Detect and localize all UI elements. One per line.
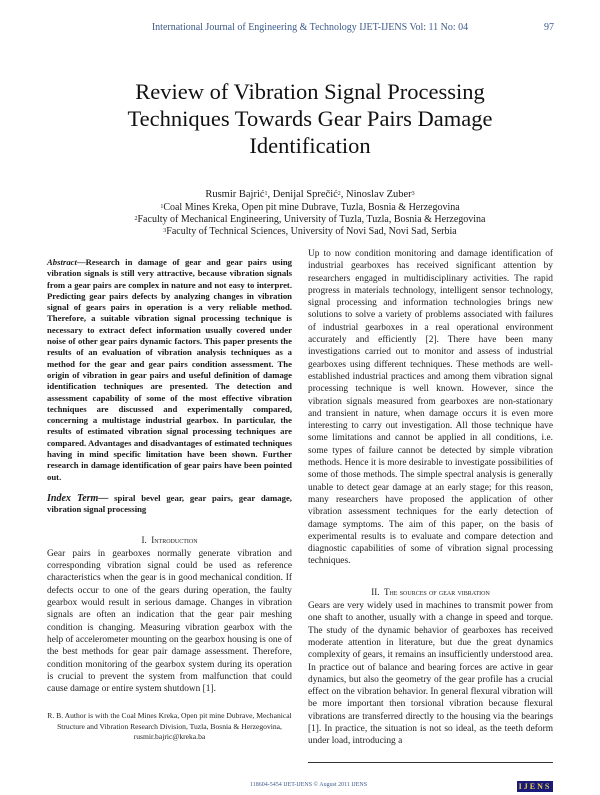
affiliation-sup: 2	[134, 216, 138, 222]
author-sup: 3	[411, 191, 415, 197]
affiliation	[60, 226, 560, 238]
author-footnote: R. B. Author is with the Coal Mines Kreka, Open pit mine Dubrave, Mechanical Structure and Vibration Research Division, Tuzla, Bosnia & Herzegovina, rusmir.bajric@kreka.ba	[47, 711, 292, 742]
footer-row	[47, 781, 553, 795]
affiliation	[60, 202, 560, 214]
author-sup: 1	[264, 191, 268, 197]
section-heading	[47, 534, 292, 546]
author-block	[60, 188, 560, 238]
abstract	[47, 257, 292, 483]
author: Denijal Sprečić	[272, 189, 338, 200]
author: Ninoslav Zuber	[346, 189, 412, 200]
index-terms-label: Index Term—	[47, 492, 109, 504]
affiliation-text: Faculty of Technical Sciences, University of Novi Sad, Novi Sad, Serbia	[166, 226, 457, 237]
paper-body	[47, 248, 553, 795]
affiliation-sup: 1	[160, 204, 164, 210]
title-line: Review of Vibration Signal Processing	[135, 79, 485, 104]
section-body: Gears are very widely used in machines to transmit power from one shaft to another, usually with a change in speed and torque. The study of the dynamic behavior of gearboxes has received moderate attention in literature, but due the great dynamics complexity of gears, it remains an insufficiently understood area. In practice out of balance and bearing forces are active in gear dynamics, but also the geometry of the gear profile has a crucial effect on the vibration behavior. In general flexural vibration will be more important then torsional vibration because flexural vibrations are transferred directly to the housing via the bearings [1]. In practice, the situation is not so ideal, as the teeth deform under load, introducing a	[308, 601, 553, 747]
abstract-text: —Research in damage of gear and gear pairs using vibration signals is still very attractive, because vibration signals from a gear pairs are complex in nature and not easy to interpret. Predicting gear pairs defects by analyzing changes in vibration signal of gears pairs in operation is a very reliable method. Therefore, a suitable vibration signal processing technique is necessary to extract defect information usually covered under noise of other gear pairs dynamic factors. This paper presents the results of an evaluation of vibration analysis techniques as a method for the gear and gear pairs condition assessment. The origin of vibration in gear pairs and useful definition of damage identification techniques are presented. The detection and assessment capability of some of the most effective vibration techniques are discussed and experimentally compared, concerning a multistage industrial gearbox. In particular, the results of estimated vibration signal processing techniques are compared. Advantages and disadvantages of estimated techniques having in mind specific limitation have been shown. Further research in damage identification of gear pairs have been pointed out.	[47, 257, 292, 482]
affiliation	[60, 214, 560, 226]
title-line: Identification	[249, 133, 371, 158]
section-number: I.	[141, 534, 147, 545]
section-number: II.	[371, 586, 380, 597]
author: Rusmir Bajrić	[205, 189, 265, 200]
section-title: The sources of gear vibration	[383, 586, 490, 597]
section-heading	[308, 586, 553, 598]
ijens-logo: IJENS	[518, 781, 552, 791]
left-column	[47, 248, 292, 743]
abstract-label: Abstract	[47, 257, 77, 267]
page-footer: 118604-5454 IJET-IJENS © August 2011 IJENS	[250, 781, 368, 788]
index-terms-text: spiral bevel gear, gear pairs, gear damage, vibration signal processing	[47, 492, 292, 515]
affiliation-text: Faculty of Mechanical Engineering, University of Tuzla, Tuzla, Bosnia & Herzegovina	[137, 214, 486, 225]
paper-title	[60, 78, 560, 159]
author-names: Rusmir Bajrić$^1$, Denijal Sprečić$^2$, Ninoslav Zuber$^3$	[205, 189, 415, 200]
affiliation-text: Coal Mines Kreka, Open pit mine Dubrave, Tuzla, Bosnia & Herzegovina	[163, 202, 460, 213]
index-terms	[47, 493, 292, 516]
author-sup: 2	[337, 191, 341, 197]
affiliation-sup: 3	[163, 228, 167, 234]
section-title: Introduction	[151, 534, 198, 545]
title-line: Techniques Towards Gear Pairs Damage	[127, 106, 493, 131]
page-number: 97	[544, 22, 554, 33]
right-column	[308, 248, 553, 763]
running-head: International Journal of Engineering & Technology IJET-IJENS Vol: 11 No: 04	[151, 22, 469, 33]
section-body: Gear pairs in gearboxes normally generate vibration and corresponding vibration signal could be used as reference characteristics when the gear is in good mechanical condition. If defects occur to one of the gears during operation, the faulty gearbox would result in serious damage. Changes in vibration signals are often an indication that the gear pair meshing condition is changing. Measuring vibration gearbox with the help of accelerometer mounting on the gearbox housing is one of the best methods for gear pair damage assessment. Therefore, condition monitoring of the gearbox system during its operation is crucial to prevent the system from malfunction that could cause damage or entire system shutdown [1].	[47, 548, 292, 695]
intro-continued: Up to now condition monitoring and damage identification of industrial gearboxes has received significant attention by researchers engaged in multidisciplinary activities. The rapid progress in materials technology, intelligent sensor technology, signal processing and information technologies brings new solutions to solve a variety of problems associated with failures of industrial gearboxes in a real operational environment accurately and efficiently [2]. There have been many investigations carried out to monitor and assess of industrial gearboxes using different techniques. These methods are well-established industrial practices and among them vibration signal processing technique is well known. However, since the vibration signals measured from gearboxes are non-stationary and transient in nature, when damage occurs it is even more interesting to carry out investigation. All those technique have some limitations and cannot be applied in all conditions, i.e. some types of failure cannot be detected by simple vibration methods. Hence it is more desirable to investigate possibilities of some of those methods. The simple spectral analysis is generally unable to detect gear damage at an early stage; for this reason, many researchers have proposed the application of other vibration assessment techniques for the early detection of damage symptoms. The aim of this paper, on the basis of experimental results is to evaluate and compare detection and diagnostic capabilities of some of vibration signal processing techniques.	[308, 249, 553, 567]
footnote-rule	[308, 762, 553, 763]
two-column-layout	[47, 248, 553, 763]
